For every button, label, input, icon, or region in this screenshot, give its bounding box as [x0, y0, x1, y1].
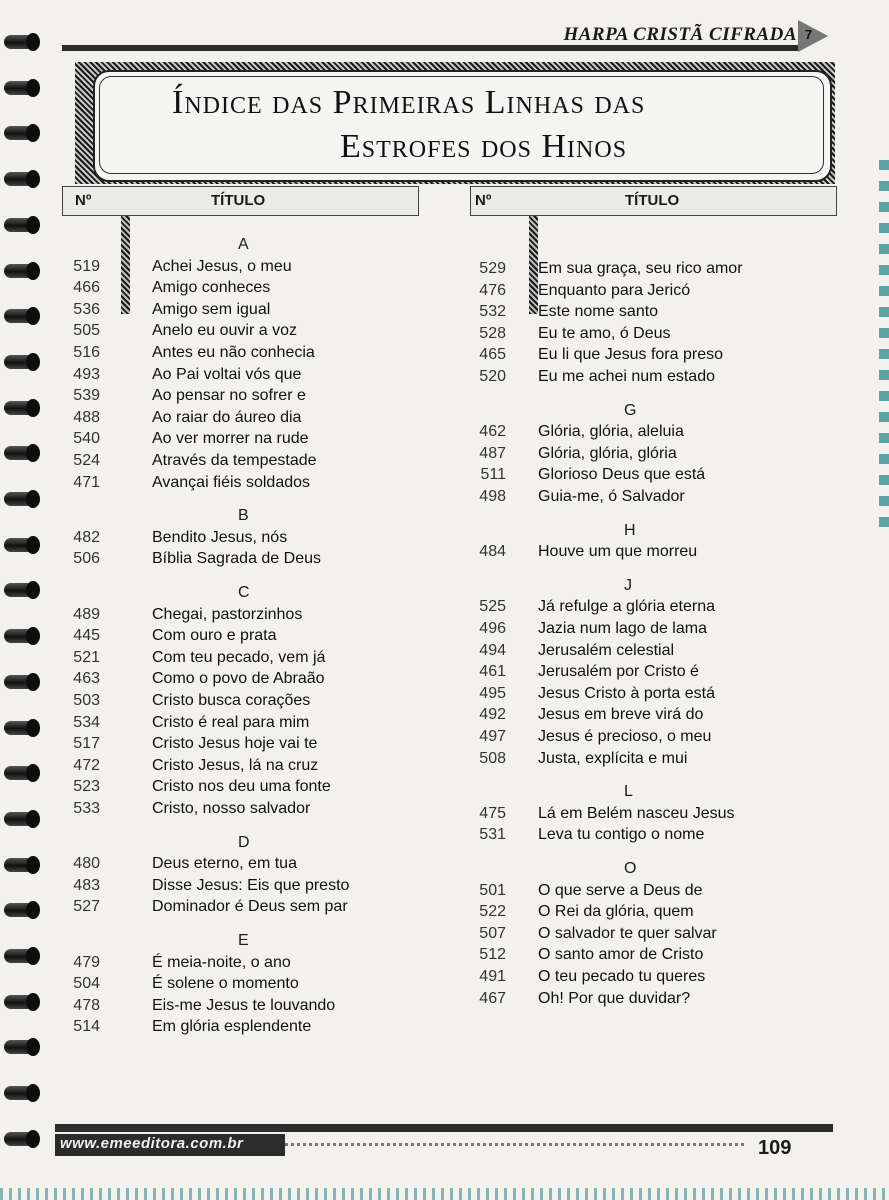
edge-tab: [879, 202, 889, 212]
section-letter: D: [238, 833, 250, 851]
hymn-first-line: Ao raiar do áureo dia: [152, 408, 302, 426]
page-title-line-1: Índice das Primeiras Linhas das: [172, 84, 646, 121]
spiral-ring: [4, 766, 38, 780]
spiral-binding: [0, 35, 44, 1165]
hymn-first-line: Com teu pecado, vem já: [152, 648, 326, 666]
section-letter: L: [624, 783, 633, 801]
edge-tab: [879, 286, 889, 296]
hymn-number: 494: [479, 641, 506, 659]
spiral-ring: [4, 583, 38, 597]
hymn-first-line: Eu li que Jesus fora preso: [538, 346, 723, 364]
hymn-number: 472: [73, 756, 100, 774]
hymn-number: 480: [73, 855, 100, 873]
hymn-first-line: É meia-noite, o ano: [152, 953, 291, 971]
hymn-number: 516: [73, 344, 100, 361]
hymn-first-line: Bendito Jesus, nós: [152, 528, 288, 546]
spiral-ring: [4, 1132, 38, 1146]
spiral-ring: [4, 538, 38, 552]
hymn-first-line: O teu pecado tu queres: [538, 968, 706, 985]
hymn-first-line: Lá em Belém nasceu Jesus: [538, 804, 735, 822]
section-letter: C: [238, 584, 250, 601]
spiral-ring: [4, 721, 38, 735]
hymn-first-line: Como o povo de Abraão: [152, 670, 325, 688]
hymn-number: 514: [73, 1018, 100, 1036]
hymn-number: 531: [479, 826, 506, 844]
hymn-first-line: O que serve a Deus de: [538, 881, 703, 899]
spiral-ring: [4, 446, 38, 460]
hymn-number: 482: [73, 528, 100, 546]
hymn-first-line: Amigo conheces: [152, 279, 271, 297]
publisher-url[interactable]: www.emeeditora.com.br: [60, 1135, 244, 1152]
edge-tab: [879, 412, 889, 422]
spiral-ring: [4, 264, 38, 278]
hymn-first-line: Jerusalém por Cristo é: [538, 663, 699, 681]
hymn-first-line: Houve um que morreu: [538, 543, 698, 561]
hymn-first-line: Justa, explícita e mui: [538, 749, 688, 767]
hymn-number: 517: [73, 735, 100, 753]
edge-tab: [879, 370, 889, 380]
spiral-ring: [4, 629, 38, 643]
hymn-number: 505: [73, 322, 100, 340]
hymn-first-line: Bíblia Sagrada de Deus: [152, 550, 321, 568]
hymn-number: 522: [479, 903, 506, 921]
hymn-first-line: Cristo Jesus, lá na cruz: [152, 756, 319, 774]
section-letter: J: [624, 576, 632, 594]
hymn-number: 540: [73, 430, 100, 448]
hymn-number: 484: [479, 543, 506, 561]
edge-tab: [879, 391, 889, 401]
hymn-first-line: Em glória esplendente: [152, 1018, 312, 1036]
spiral-ring: [4, 995, 38, 1009]
right-title-header: TÍTULO: [625, 192, 680, 209]
edge-tab: [879, 244, 889, 254]
hymn-first-line: Eu te amo, ó Deus: [538, 324, 671, 342]
hymn-first-line: O santo amor de Cristo: [538, 946, 704, 964]
running-header: HARPA CRISTÃ CIFRADA: [563, 24, 797, 45]
hymn-first-line: Este nome santo: [538, 303, 659, 321]
hymn-first-line: Cristo Jesus hoje vai te: [152, 735, 318, 753]
hymn-number: 491: [479, 968, 506, 985]
edge-tab: [879, 433, 889, 443]
hymn-first-line: Jesus Cristo à porta está: [538, 684, 715, 702]
right-num-header: Nº: [475, 192, 492, 209]
hymn-number: 467: [479, 989, 506, 1007]
edge-tab: [879, 475, 889, 485]
spiral-ring: [4, 81, 38, 95]
hymn-first-line: Ao Pai voltai vós que: [152, 365, 302, 383]
edge-tab: [879, 307, 889, 317]
edge-tab: [879, 181, 889, 191]
hymn-number: 471: [73, 473, 100, 491]
header-arrow-icon: [798, 20, 828, 52]
hymn-first-line: Cristo, nosso salvador: [152, 800, 311, 817]
hymn-first-line: Jesus em breve virá do: [538, 706, 704, 724]
hymn-first-line: Jerusalém celestial: [538, 641, 675, 659]
hymn-number: 532: [479, 303, 506, 321]
hymn-first-line: Amigo sem igual: [152, 300, 271, 318]
edge-tab: [879, 160, 889, 170]
spiral-ring: [4, 218, 38, 232]
section-letter: B: [238, 507, 249, 525]
hymn-first-line: Oh! Por que duvidar?: [538, 989, 691, 1007]
edge-tab: [879, 454, 889, 464]
hymn-first-line: Glória, glória, glória: [538, 444, 677, 462]
hymn-first-line: Ao pensar no sofrer e: [152, 387, 306, 405]
hymn-number: 525: [479, 598, 506, 616]
spiral-ring: [4, 309, 38, 323]
hymn-first-line: Jesus é precioso, o meu: [538, 728, 712, 745]
hymn-first-line: Eis-me Jesus te louvando: [152, 996, 336, 1014]
hymn-first-line: Com ouro e prata: [152, 627, 277, 645]
page-title-line-2: Estrofes dos Hinos: [340, 128, 628, 165]
hymn-number: 463: [73, 670, 100, 688]
edge-tab: [879, 496, 889, 506]
hymn-first-line: O Rei da glória, quem: [538, 903, 694, 921]
hymn-number: 476: [479, 281, 506, 299]
hymn-number: 539: [73, 387, 100, 405]
hymn-number: 445: [73, 627, 100, 645]
hymn-number: 527: [73, 898, 100, 916]
edge-tab: [879, 328, 889, 338]
hymn-number: 466: [73, 279, 100, 297]
hymn-number: 492: [479, 706, 506, 724]
edge-tab: [879, 223, 889, 233]
spiral-ring: [4, 172, 38, 186]
spiral-ring: [4, 35, 38, 49]
hymn-first-line: Enquanto para Jericó: [538, 281, 691, 299]
hymn-number: 493: [73, 365, 100, 383]
spiral-ring: [4, 492, 38, 506]
section-letter: E: [238, 932, 249, 949]
section-letter: H: [624, 521, 636, 539]
page-number: 109: [758, 1137, 792, 1159]
hymn-first-line: É solene o momento: [152, 975, 299, 993]
hymn-number: 508: [479, 749, 506, 767]
left-column-header: [62, 186, 419, 216]
spiral-ring: [4, 355, 38, 369]
hymn-number: 512: [479, 946, 506, 964]
hymn-number: 496: [479, 620, 506, 637]
hymn-number: 461: [479, 663, 506, 681]
section-letter: G: [624, 401, 637, 419]
spiral-ring: [4, 401, 38, 415]
hymn-number: 489: [73, 605, 100, 623]
spiral-ring: [4, 812, 38, 826]
header-marker: 7: [805, 27, 813, 42]
hymn-number: 523: [73, 778, 100, 796]
hymn-number: 511: [480, 466, 506, 484]
hymn-number: 536: [73, 300, 100, 318]
right-column-header: [470, 186, 837, 216]
hymn-number: 478: [73, 996, 100, 1014]
edge-tab: [879, 265, 889, 275]
hymn-first-line: Dominador é Deus sem par: [152, 898, 348, 916]
hymn-number: 487: [479, 444, 506, 462]
hymn-number: 533: [73, 800, 100, 817]
hymn-first-line: Cristo é real para mim: [152, 713, 310, 731]
hymn-number: 506: [73, 550, 100, 568]
edge-tab: [879, 517, 889, 527]
section-letter: O: [624, 860, 637, 877]
hymn-number: 503: [73, 692, 100, 709]
hymn-number: 504: [73, 975, 100, 993]
hymn-number: 495: [479, 684, 506, 702]
hymn-first-line: Já refulge a glória eterna: [538, 598, 715, 616]
hymn-first-line: Avançai fiéis soldados: [152, 473, 311, 491]
hymn-first-line: O salvador te quer salvar: [538, 924, 717, 942]
hymn-first-line: Eu me achei num estado: [538, 368, 715, 385]
hymn-number: 501: [479, 881, 506, 899]
hymn-number: 507: [479, 924, 506, 942]
hymn-first-line: Antes eu não conhecia: [152, 344, 315, 361]
hymn-first-line: Glorioso Deus que está: [538, 466, 706, 484]
edge-tab: [879, 349, 889, 359]
hymn-first-line: Guia-me, ó Salvador: [538, 488, 685, 505]
hymn-number: 520: [479, 368, 506, 385]
section-letter: A: [238, 236, 249, 253]
hymn-first-line: Chegai, pastorzinhos: [152, 605, 303, 623]
hymn-number: 528: [479, 324, 506, 342]
hymn-first-line: Cristo busca corações: [152, 692, 311, 709]
hymn-number: 462: [479, 423, 506, 441]
hymn-number: 497: [479, 728, 506, 745]
hymn-number: 479: [73, 953, 100, 971]
hymn-first-line: Através da tempestade: [152, 452, 317, 469]
hymn-first-line: Ao ver morrer na rude: [152, 430, 309, 448]
left-num-header: Nº: [75, 192, 92, 209]
hymn-first-line: Deus eterno, em tua: [152, 855, 297, 873]
hymn-number: 465: [479, 346, 506, 364]
hymn-number: 519: [73, 257, 100, 275]
hymn-first-line: Leva tu contigo o nome: [538, 826, 705, 844]
hymn-first-line: Anelo eu ouvir a voz: [152, 322, 297, 340]
hymn-number: 521: [73, 648, 100, 666]
bottom-edge-marks: [0, 1188, 889, 1200]
footer-dashed-rule: [285, 1143, 745, 1146]
spiral-ring: [4, 675, 38, 689]
hymn-number: 534: [73, 713, 100, 731]
spiral-ring: [4, 1086, 38, 1100]
hymn-first-line: Em sua graça, seu rico amor: [538, 260, 743, 277]
hymn-number: 498: [479, 488, 506, 505]
footer-rule: [55, 1124, 833, 1132]
hymn-number: 529: [479, 260, 506, 277]
spiral-ring: [4, 949, 38, 963]
hymn-first-line: Achei Jesus, o meu: [152, 257, 292, 275]
hymn-number: 488: [73, 408, 100, 426]
spiral-ring: [4, 903, 38, 917]
hymn-first-line: Disse Jesus: Eis que presto: [152, 876, 350, 894]
edge-tabs: [879, 160, 889, 540]
hymn-first-line: Glória, glória, aleluia: [538, 423, 684, 441]
hymn-first-line: Jazia num lago de lama: [538, 620, 707, 637]
hymn-first-line: Cristo nos deu uma fonte: [152, 778, 331, 796]
left-title-header: TÍTULO: [211, 192, 266, 209]
spiral-ring: [4, 126, 38, 140]
hymn-number: 483: [73, 876, 100, 894]
hymn-number: 524: [73, 452, 100, 469]
spiral-ring: [4, 1040, 38, 1054]
hymn-number: 475: [479, 804, 506, 822]
spiral-ring: [4, 858, 38, 872]
